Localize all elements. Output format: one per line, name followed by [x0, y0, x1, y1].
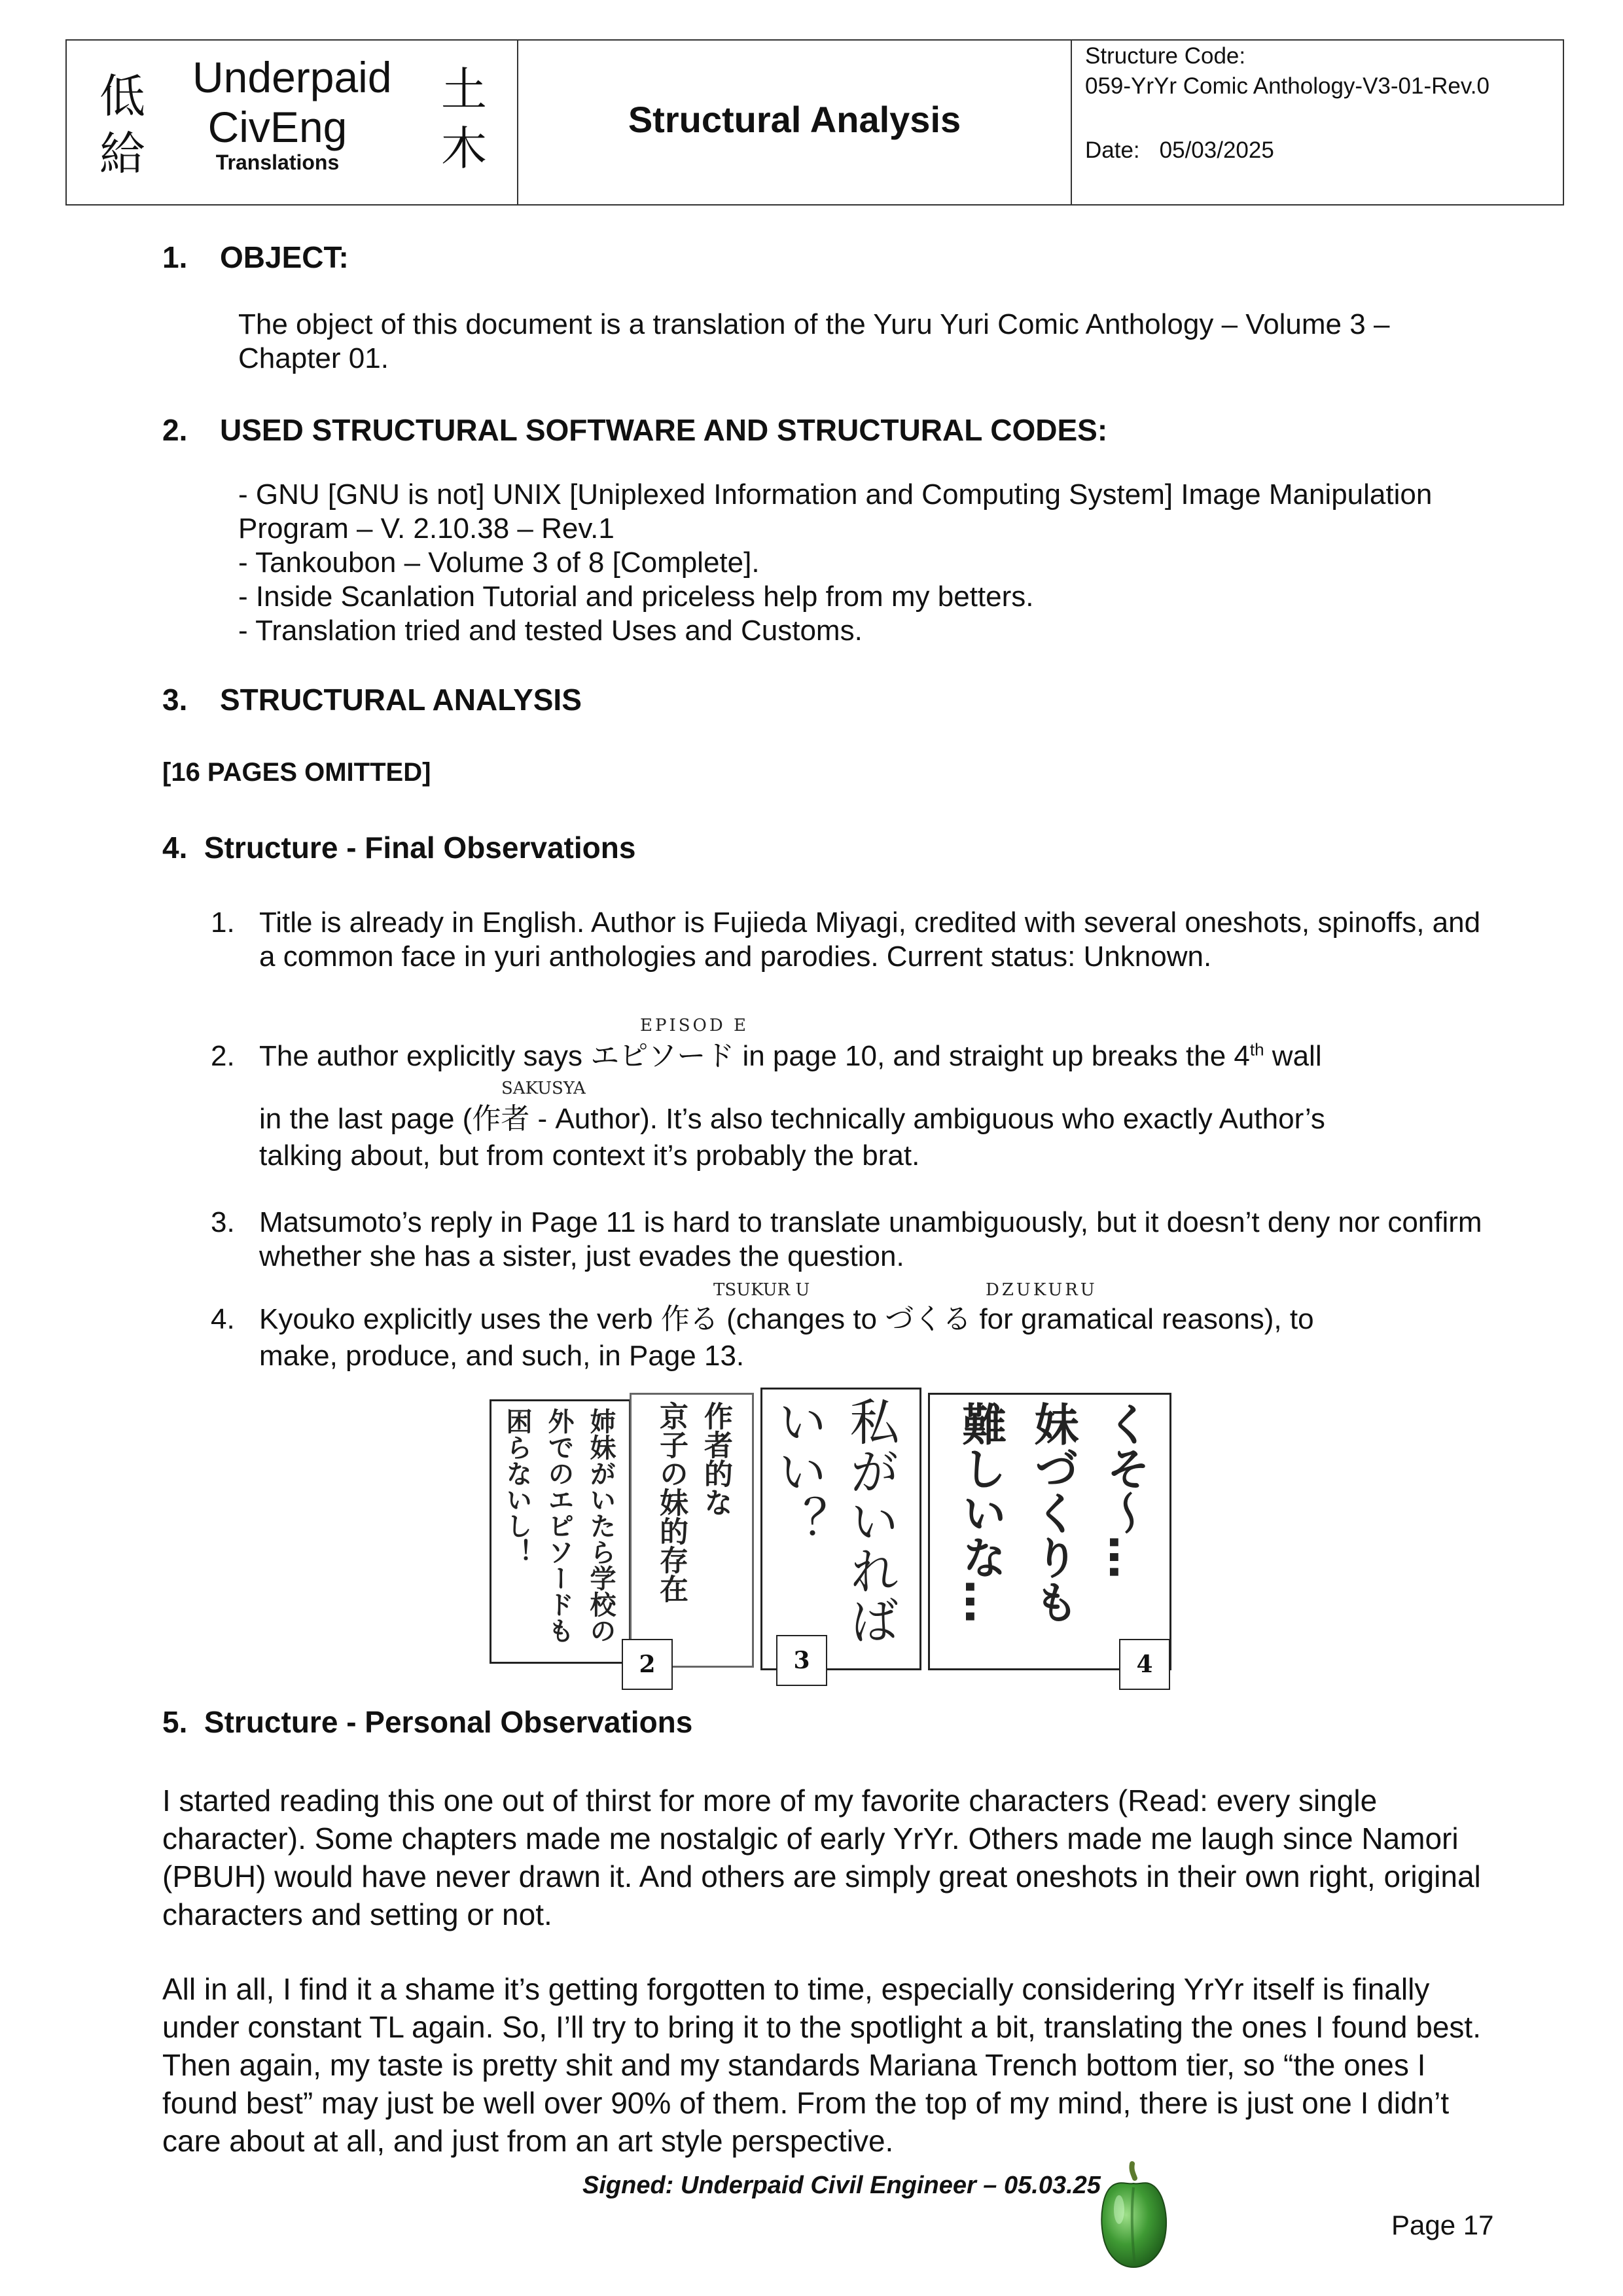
- panel-4-line-3: くそ〜…: [1099, 1401, 1150, 1579]
- section-2-number: 2.: [162, 413, 188, 447]
- observation-3-text: Matsumoto’s reply in Page 11 is hard to translate unambiguously, but it doesn’t deny nor confirm whether she has a sister, just evades the question.: [259, 1206, 1482, 1272]
- section-3-title: STRUCTURAL ANALYSIS: [220, 683, 582, 717]
- ruby-dzukuru: DZUKURU: [986, 1280, 1097, 1300]
- section-1-text: The object of this document is a translation of the Yuru Yuri Comic Anthology – Volume 3 – Chapter 01.: [238, 308, 1390, 374]
- panel-label-4: 4: [1119, 1639, 1170, 1690]
- ruby-episode: EPISOD E: [640, 1016, 749, 1035]
- observation-2-text-e: - Author). It’s also technically ambiguous who exactly Author’s: [529, 1103, 1325, 1135]
- software-item-tutorial: - Inside Scanlation Tutorial and priceless help from my betters.: [238, 581, 1034, 613]
- manga-panel-4: [928, 1393, 1171, 1670]
- page-number: Page 17: [1391, 2210, 1494, 2240]
- observation-4-line-1: [259, 1302, 1503, 1336]
- section-5-title: 5. Structure - Personal Observations: [162, 1705, 693, 1739]
- software-item-gimp: - GNU [GNU is not] UNIX [Uniplexed Information and Computing System] Image Manipulation Program – V. 2.10.38 – Rev.1: [238, 478, 1433, 545]
- observation-3-number: 3.: [211, 1206, 235, 1238]
- observation-2-number: 2.: [211, 1040, 235, 1072]
- observation-2-jp-author: 作者: [472, 1102, 530, 1136]
- logo-kanji-earth: 土: [441, 63, 487, 117]
- observation-4-jp-dzukuru: づくる: [885, 1302, 972, 1336]
- logo-kanji-pay: 給: [99, 127, 145, 181]
- green-bell-pepper-icon: [1094, 2159, 1173, 2270]
- logo-line-underpaid: Underpaid: [192, 53, 392, 101]
- logo-cell: [67, 41, 518, 204]
- observation-4-line-2: make, produce, and such, in Page 13.: [259, 1340, 745, 1372]
- observation-2-line-3: talking about, but from context it’s probably the brat.: [259, 1139, 920, 1172]
- manga-panel-2a: [490, 1399, 631, 1664]
- date-row: [1085, 137, 1274, 164]
- panel-2a-line-3: 姉妹がいたら学校の: [586, 1408, 616, 1643]
- document-title: Structural Analysis: [628, 99, 961, 140]
- ruby-tsukuru: TSUKUR U: [713, 1280, 810, 1300]
- observation-4-text-a: Kyouko explicitly uses the verb: [259, 1303, 661, 1335]
- panel-2a-line-1: 困らないし！: [502, 1408, 532, 1565]
- observation-1-number: 1.: [211, 906, 235, 939]
- observation-1-text: Title is already in English. Author is Fujieda Miyagi, credited with several oneshots, spinoffs, and a common face in yuri anthologies and parodies. Current status: Unknown.: [259, 906, 1481, 973]
- observation-4-jp-tsukuru: 作る: [660, 1302, 719, 1336]
- date-label: Date:: [1085, 137, 1140, 163]
- personal-paragraph-2: All in all, I find it a shame it’s getting forgotten to time, especially considering YrYr itself is finally under constant TL again. So, I’ll try to bring it to the spotlight a bit, translating the ones I found best. Then again, my taste is pretty shit and my standards Mariana Trench bottom tier, so “the ones I found best” may just be well over 90% of them. From the top of my mind, there is just one I didn’t care about at all, and just from an art style perspective.: [162, 1972, 1481, 2158]
- logo-line-civeng: CivEng: [207, 103, 348, 151]
- structure-code: 059-YrYr Comic Anthology-V3-01-Rev.0: [1085, 73, 1489, 99]
- manga-panel-2b: [630, 1393, 754, 1668]
- observation-4-number: 4.: [211, 1303, 235, 1335]
- pages-omitted-note: [16 PAGES OMITTED]: [162, 758, 431, 787]
- panel-label-3: 3: [776, 1635, 827, 1686]
- ruby-sakusya: SAKUSYA: [501, 1079, 586, 1098]
- panel-3-line-2: 私がいれば: [842, 1396, 900, 1645]
- observation-4-text-c: for gramatical reasons), to: [971, 1303, 1314, 1335]
- software-item-translation: - Translation tried and tested Uses and Customs.: [238, 615, 863, 647]
- section-3-number: 3.: [162, 683, 188, 717]
- panel-label-2: 2: [622, 1639, 673, 1690]
- section-1-title: OBJECT:: [220, 240, 349, 274]
- title-cell: [518, 41, 1072, 204]
- observation-2-text-d: in the last page (: [259, 1103, 473, 1135]
- section-4-title: 4. Structure - Final Observations: [162, 831, 636, 865]
- panel-4-line-1: 難しいな…: [955, 1401, 1007, 1624]
- code-cell: [1072, 41, 1563, 204]
- panel-2a-line-2: 外でのエピソードも: [544, 1408, 574, 1643]
- panel-4-line-2: 妹づくりも: [1027, 1401, 1079, 1624]
- date-value: 05/03/2025: [1159, 137, 1274, 163]
- observation-2-text-a: The author explicitly says: [259, 1040, 591, 1072]
- observation-2-line-1: [259, 1039, 1503, 1073]
- panel-2b-line-1: 京子の妹的存在: [654, 1401, 688, 1603]
- signature-line: Signed: Underpaid Civil Engineer – 05.03.25: [582, 2172, 1101, 2199]
- observation-2-jp-episode: エピソード: [590, 1039, 735, 1073]
- observation-2-line-2: [259, 1102, 1503, 1136]
- panel-3-line-1: いい？: [770, 1396, 828, 1545]
- section-2-title: USED STRUCTURAL SOFTWARE AND STRUCTURAL CODES:: [220, 413, 1108, 447]
- section-1-number: 1.: [162, 240, 188, 274]
- observation-2-text-c: wall: [1264, 1040, 1322, 1072]
- observation-2-sup-th: th: [1249, 1039, 1264, 1060]
- observation-4-text-b: (changes to: [718, 1303, 885, 1335]
- software-item-tankoubon: - Tankoubon – Volume 3 of 8 [Complete].: [238, 547, 760, 579]
- logo-kanji-wood: 木: [441, 122, 487, 175]
- document-header: [65, 39, 1564, 206]
- structure-code-label: Structure Code:: [1085, 43, 1246, 69]
- logo-kanji-low: 低: [99, 69, 145, 123]
- observation-2-text-b: in page 10, and straight up breaks the 4: [734, 1040, 1250, 1072]
- manga-panel-3: [760, 1388, 921, 1670]
- personal-paragraph-1: I started reading this one out of thirst for more of my favorite characters (Read: every single character). Some chapters made me nostalgic of early YrYr. Others made me laugh since Namori (PBUH) would have never drawn it. And others are simply great oneshots in their own right, original characters and setting or not.: [162, 1784, 1481, 1931]
- panel-2b-line-2: 作者的な: [699, 1401, 732, 1516]
- logo-line-translations: Translations: [215, 151, 340, 174]
